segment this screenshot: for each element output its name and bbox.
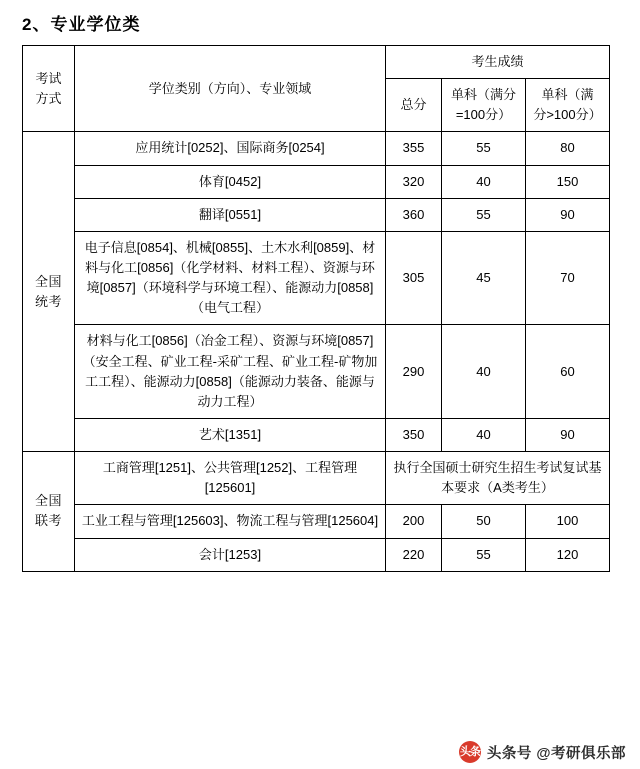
single-score-100: 55: [442, 538, 526, 571]
header-single-100-line1: 单科（满分: [450, 87, 516, 103]
header-major-category: 学位类别（方向）、专业领域: [75, 46, 386, 132]
table-row: [23, 538, 610, 571]
total-score: 305: [386, 231, 442, 325]
table-row: [23, 418, 610, 451]
single-score-over-100: 90: [526, 198, 610, 231]
header-single-over-100-line1: 单科（满: [541, 87, 594, 103]
header-single-over-100-line2: 分>100分）: [533, 107, 602, 123]
single-score-over-100: 90: [526, 418, 610, 451]
single-score-over-100: 100: [526, 505, 610, 538]
document-page: [0, 10, 640, 769]
total-score: 355: [386, 132, 442, 165]
major-name: 电子信息[0854]、机械[0855]、土木水利[0859]、材料与化工[0856]（化学材料、材料工程）、资源与环境[0857]（环境科学与环境工程）、能源动力[0858]（电气工程）: [75, 231, 386, 325]
table-row: [23, 198, 610, 231]
toutiao-logo-icon: 头条: [459, 741, 481, 763]
major-name: 材料与化工[0856]（冶金工程）、资源与环境[0857]（安全工程、矿业工程-采矿工程、矿业工程-矿物加工工程）、能源动力[0858]（能源动力装备、能源与动力工程）: [75, 325, 386, 419]
major-name: 应用统计[0252]、国际商务[0254]: [75, 132, 386, 165]
table-row: [23, 452, 610, 505]
single-score-over-100: 150: [526, 165, 610, 198]
header-exam-mode-line1: 考试: [35, 70, 62, 86]
single-score-over-100: 60: [526, 325, 610, 419]
table-row: [23, 505, 610, 538]
header-single-100: [442, 79, 526, 132]
single-score-over-100: 120: [526, 538, 610, 571]
group-label-line1: 全国: [34, 273, 62, 289]
watermark: [459, 741, 626, 763]
table-row: [23, 231, 610, 325]
group-label-line1: 全国: [34, 493, 62, 509]
major-name: 会计[1253]: [75, 538, 386, 571]
single-score-100: 55: [442, 132, 526, 165]
major-name: 艺术[1351]: [75, 418, 386, 451]
single-score-over-100: 80: [526, 132, 610, 165]
group-label-line2: 统考: [34, 293, 62, 309]
group-label-national-joint: [23, 452, 75, 572]
table-header-row-1: [23, 46, 610, 79]
group-label-national-unified: [23, 132, 75, 452]
single-score-100: 40: [442, 418, 526, 451]
major-name: 体育[0452]: [75, 165, 386, 198]
single-score-100: 40: [442, 325, 526, 419]
header-exam-mode-line2: 方式: [35, 90, 62, 106]
total-score: 200: [386, 505, 442, 538]
page-title: 2、专业学位类: [22, 15, 141, 34]
group-label-line2: 联考: [34, 513, 62, 529]
total-score: 360: [386, 198, 442, 231]
table-row: [23, 165, 610, 198]
header-single-over-100: [526, 79, 610, 132]
table-row: [23, 325, 610, 419]
total-score: 320: [386, 165, 442, 198]
requirement-note: 执行全国硕士研究生招生考试复试基本要求（A类考生）: [386, 452, 610, 505]
major-name: 工业工程与管理[125603]、物流工程与管理[125604]: [75, 505, 386, 538]
major-name: 翻译[0551]: [75, 198, 386, 231]
major-name: 工商管理[1251]、公共管理[1252]、工程管理[125601]: [75, 452, 386, 505]
single-score-100: 55: [442, 198, 526, 231]
single-score-100: 50: [442, 505, 526, 538]
total-score: 350: [386, 418, 442, 451]
admission-score-table: [22, 45, 610, 572]
header-total-score: 总分: [386, 79, 442, 132]
single-score-100: 40: [442, 165, 526, 198]
watermark-text: 头条号 @考研俱乐部: [486, 745, 626, 762]
header-single-100-line2: =100分）: [455, 107, 512, 123]
single-score-over-100: 70: [526, 231, 610, 325]
single-score-100: 45: [442, 231, 526, 325]
header-exam-mode: [23, 46, 75, 132]
header-scores-group: 考生成绩: [386, 46, 610, 79]
table-row: [23, 132, 610, 165]
total-score: 220: [386, 538, 442, 571]
total-score: 290: [386, 325, 442, 419]
